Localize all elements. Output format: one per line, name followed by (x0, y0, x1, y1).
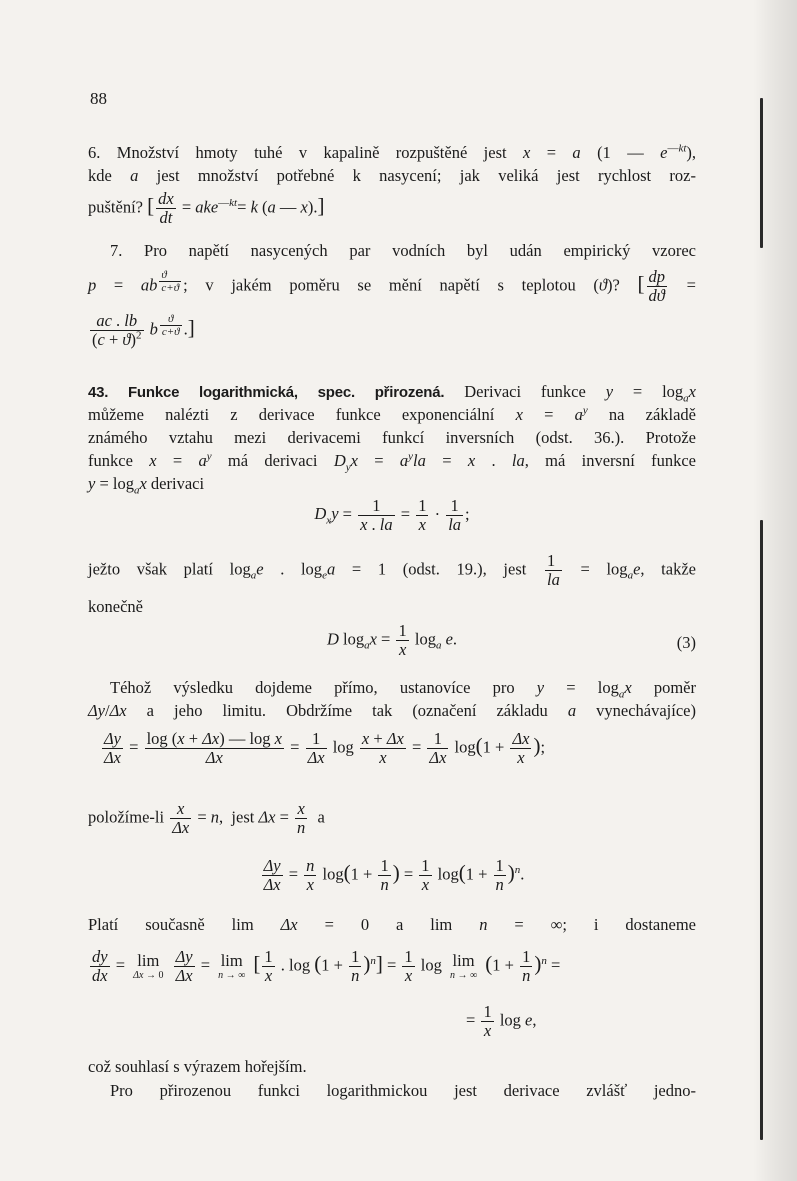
exercise-7-line: 7. Pro napětí nasycených par vodních byl udán empirický vzorec (110, 241, 696, 260)
section-43-line: $y = \log_ax$ derivaci (88, 474, 205, 497)
paragraph-tehoz: Téhož výsledku dojdeme přímo, ustanovíce pro $y = \log_ax$ poměr (110, 678, 696, 701)
page-number: 88 (90, 89, 107, 108)
section-43-line: funkce $x = a^y$ má derivaci $D_yx = a^yla = x$ . la, má inversní funkce (88, 450, 697, 474)
exercise-6-line: 6. Množství hmoty tuhé v kapalině rozpuštěné jest x = a (1 — $e^{—kt}$), (88, 142, 697, 162)
paragraph-jezto: konečně (88, 597, 143, 616)
page-edge-line (760, 98, 763, 248)
exercise-7-line: p = ab $^{\frac{ϑ}{c+ϑ}}$ ; v jakém poměru se mění napětí s teplotou (ϑ)? [ $\frac{dp}{dϑ}$ = (88, 267, 696, 306)
paragraph-polozime: položíme-li $\frac{x}{\Delta x}$ = n, jest Δx = $\frac{x}{n}$ a (88, 799, 325, 838)
section-43-line: známého vztahu mezi derivacemi funkcí inversních (odst. 36.). Protože (88, 428, 696, 447)
paragraph-coz: což souhlasí s výrazem hořejším. (88, 1057, 307, 1076)
exercise-6-line: kde a jest množství potřebné k nasycení; jak veliká jest rychlost roz- (88, 166, 696, 185)
section-heading: 43. Funkce logarithmická, spec. přirozená. (88, 384, 445, 401)
page-edge-line (760, 520, 763, 1140)
equation-inverse: $D_xy$ = $\frac{1}{x . la}$ = $\frac{1}{x}$ · $\frac{1}{la}$ ; (314, 496, 470, 535)
paragraph-plati: Platí současně lim Δx = 0 a lim n = ∞; i dostaneme (88, 915, 696, 934)
equation-limit-2: = $\frac{1}{x}$ log e, (466, 1002, 537, 1041)
section-43-line: 43. Funkce logarithmická, spec. přirozená. Derivaci funkce $y = \log_ax$ (88, 382, 696, 405)
paragraph-jezto: ježto však platí $\log_ae$ . $\log_ea = 1$ (odst. 19.), jest $\frac{1}{la}$ = $\log_ae$, takže (88, 551, 696, 590)
exercise-7-answer: $\frac{ac . lb}{(c + ϑ)^2}$ b $^{\frac{ϑ}{c+ϑ}}$ .] (92, 311, 195, 350)
equation-substitution: $\frac{\Delta y}{\Delta x}$ = $\frac{n}{x}$ log(1 + $\frac{1}{n}$ ) = $\frac{1}{x}$ log(1 + $\frac{1}{n}$ )$^n$. (263, 856, 525, 895)
equation-ratio: $\frac{\Delta y}{\Delta x}$ = $\frac{\text{log (x + Δx) — log x}}{\Delta x}$ = $\frac{1}{\Delta x}$ log $\frac{x + \Delta x}{x}$ = $\frac{1}{\Delta x}$ log(1 + $\frac{\Delta x}{x}$ ); (104, 729, 546, 768)
exercise-6-answer: puštění? [ $\frac{dx}{dt}$ = ake$^{—kt}$= k (a — x).] (88, 189, 325, 228)
paragraph-tehoz: Δy/Δx a jeho limitu. Obdržíme tak (označení základu a vynechávajíce) (88, 701, 696, 720)
equation-3-number: (3) (676, 633, 696, 652)
paragraph-last: Pro přirozenou funkci logarithmickou jest derivace zvlášť jedno- (110, 1081, 696, 1100)
equation-3-line (88, 622, 696, 659)
section-43-line: můžeme nalézti z derivace funkce exponenciální $x = a^y$ na základě (88, 404, 697, 424)
equation-3: D $\log_ax$ = $\frac{1}{x}$ $\log_a e$. (326, 621, 458, 660)
equation-limit-1: $\frac{dy}{dx}$ = lim Δx → 0 $\frac{\Delta y}{\Delta x}$ = lim n → ∞ [ $\frac{1}{x}$ . log (1 + $\frac{1}{n}$ )$^n$] = $\frac{1}{x}$ log lim n → ∞ (1 + $\frac{1}{n}$ )$^n$ = (92, 947, 561, 986)
